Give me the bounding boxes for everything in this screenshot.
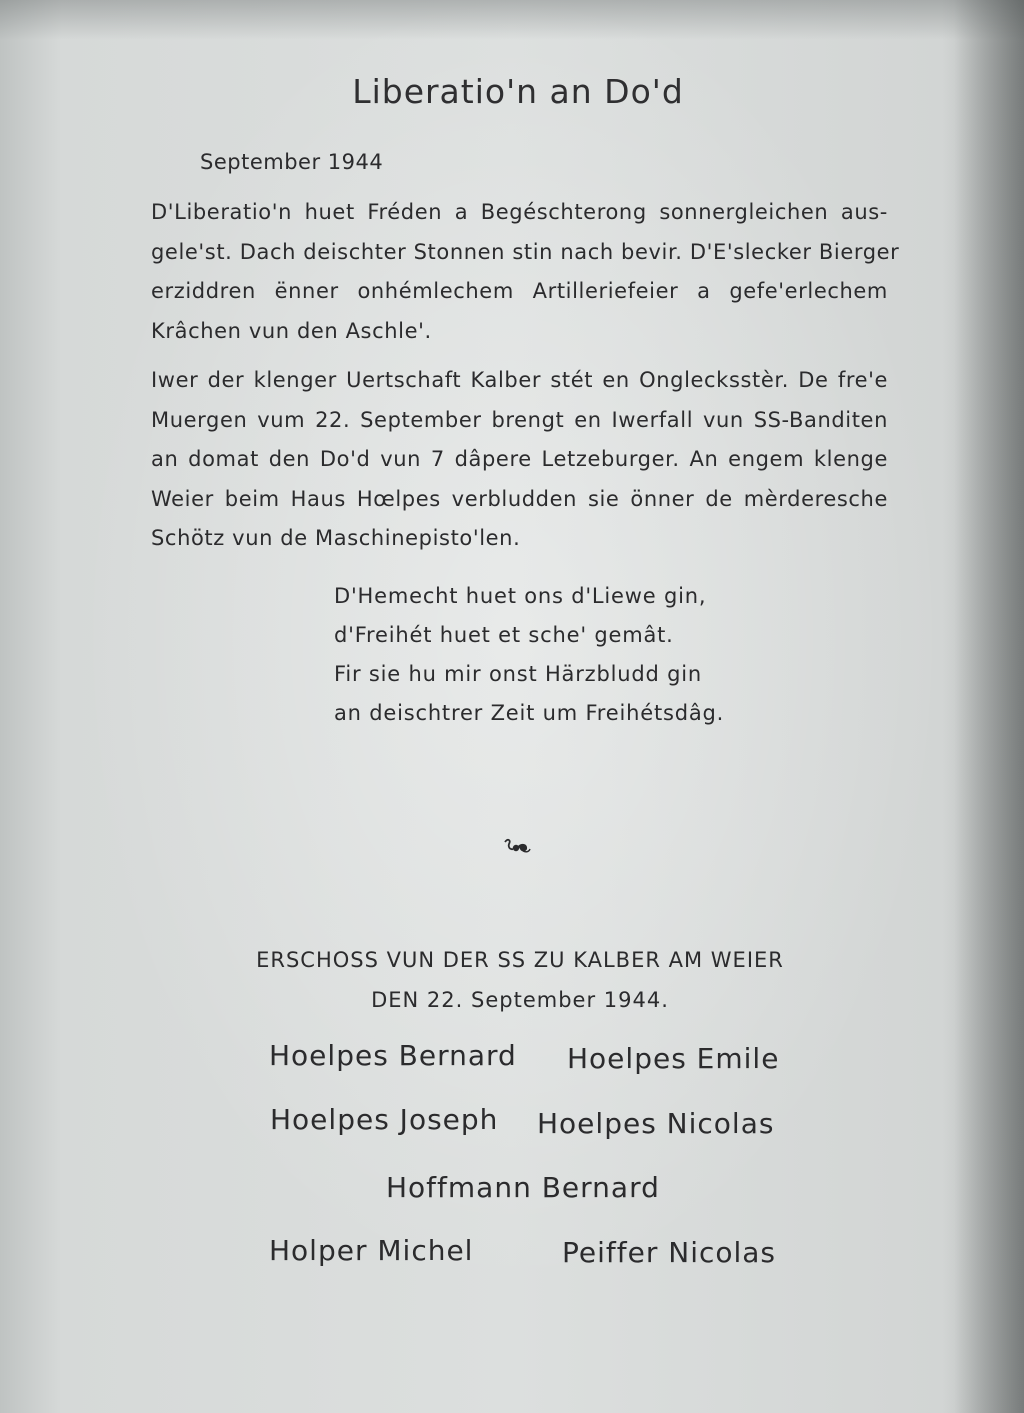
memorial-heading-line: ERSCHOSS VUN DER SS ZU KALBER AM WEIER — [256, 948, 784, 972]
paragraph-line: erziddren ënner onhémlechem Artilleriefeier a gefe'erlechem — [151, 279, 888, 303]
victim-name: Holper Michel — [269, 1234, 474, 1267]
victim-name: Hoelpes Bernard — [269, 1039, 517, 1072]
victim-name: Peiffer Nicolas — [562, 1236, 777, 1269]
victim-name: Hoelpes Nicolas — [537, 1107, 775, 1140]
poem-line: d'Freihét huet et sche' gemât. — [334, 623, 674, 647]
victim-name: Hoelpes Emile — [567, 1042, 780, 1075]
memorial-heading — [0, 940, 1024, 1020]
page-shadow-right — [954, 0, 1024, 1413]
paragraph-line: Weier beim Haus Hœlpes verbludden sie önner de mèrderesche — [151, 486, 888, 511]
paragraph-line: Krâchen vun den Aschle'. — [151, 318, 432, 343]
paragraph-line: an domat den Do'd vun 7 dâpere Letzeburger. An engem klenge — [151, 447, 888, 471]
poem-line: Fir sie hu mir onst Härzbludd gin — [334, 662, 702, 686]
victim-name: Hoelpes Joseph — [270, 1103, 499, 1136]
paragraph-line: Muergen vum 22. September brengt en Iwerfall vun SS-Banditen — [151, 407, 888, 432]
paragraph-kalber — [151, 361, 888, 559]
paragraph-line: Schötz vun de Maschinepisto'len. — [151, 526, 521, 550]
poem-line: an deischtrer Zeit um Freihétsdâg. — [334, 701, 725, 725]
date-line: September 1944 — [200, 150, 384, 174]
victim-name: Hoffmann Bernard — [386, 1171, 660, 1204]
fleuron-ornament-icon — [502, 836, 532, 856]
paragraph-line: gele'st. Dach deischter Stonnen stin nach bevir. D'E'slecker Bierger — [151, 239, 900, 264]
poem-line: D'Hemecht huet ons d'Liewe gin, — [334, 584, 707, 608]
paragraph-liberation — [151, 193, 900, 351]
paragraph-line: D'Liberatio'n huet Fréden a Begéschterong sonnergleichen aus- — [151, 200, 888, 224]
page-shadow-top — [0, 0, 1024, 40]
page-title: Liberatio'n an Do'd — [352, 72, 684, 111]
poem-stanza — [334, 577, 724, 733]
memorial-heading-line: DEN 22. September 1944. — [371, 988, 669, 1012]
paragraph-line: Iwer der klenger Uertschaft Kalber stét en Onglecksstèr. De fre'e — [151, 368, 888, 392]
